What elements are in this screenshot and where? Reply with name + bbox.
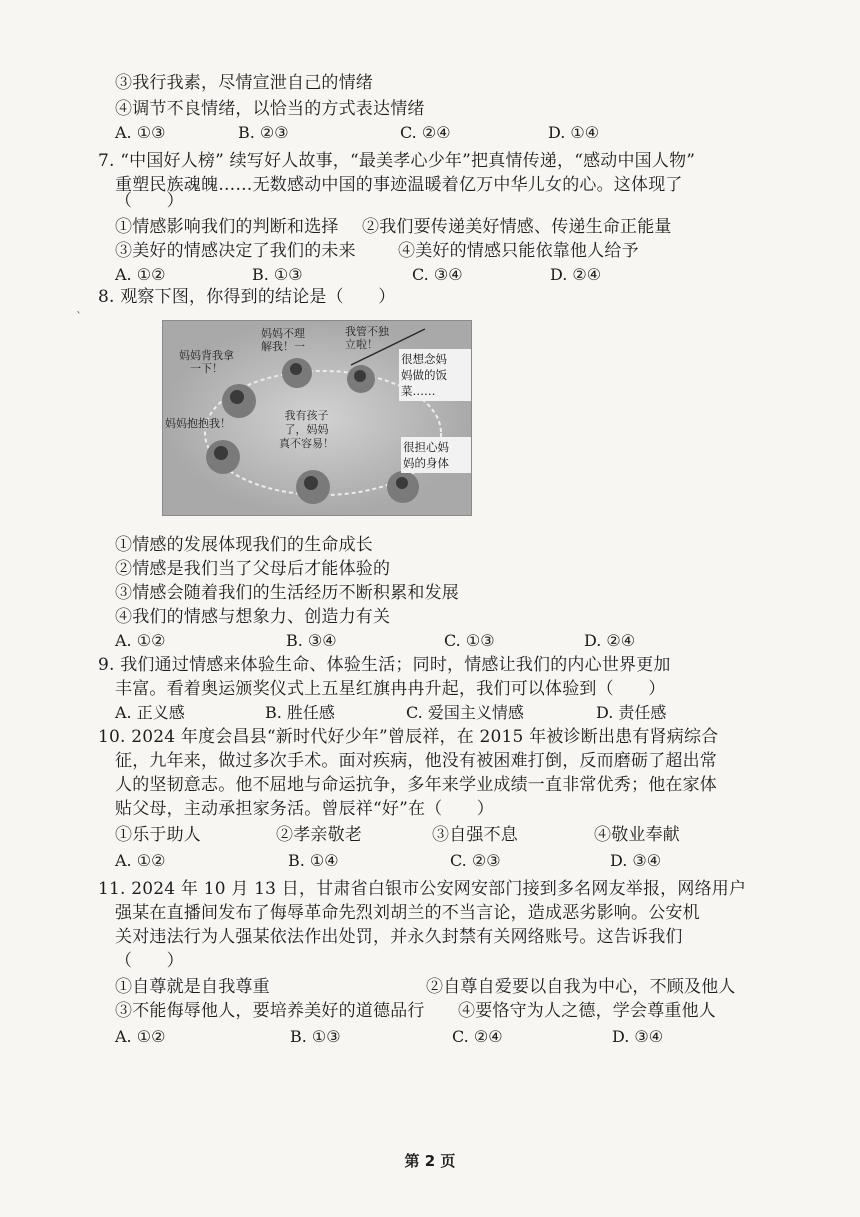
q7-statement-3: ③美好的情感决定了我们的未来 — [115, 241, 356, 261]
bubble-4: 很想念妈 妈做的饭 菜…… — [399, 349, 472, 401]
prev-statement-3: ③我行我素，尽情宣泄自己的情绪 — [115, 73, 373, 93]
q7-stem-line1: 7. “中国好人榜” 续写好人故事，“最美孝心少年”把真情传递，“感动中国人物” — [98, 151, 696, 171]
q7-statement-2: ②我们要传递美好情感、传递生命正能量 — [362, 217, 672, 237]
q10-statement-1: ①乐于助人 — [115, 825, 201, 845]
q7-option-d: D. ②④ — [550, 265, 602, 284]
bubble-5: 妈妈抱抱我！ — [165, 417, 231, 430]
q10-stem-line3: 人的坚韧意志。他不屈地与命运抗争，多年来学业成绩一直非常优秀；他在家体 — [115, 775, 717, 795]
q8-option-d: D. ②④ — [584, 631, 636, 650]
q11-option-a: A. ①② — [115, 1027, 166, 1046]
q11-statement-4: ④要恪守为人之德，学会尊重他人 — [458, 1001, 716, 1021]
q11-stem-line3: 关对违法行为人强某依法作出处罚，并永久封禁有关网络账号。这告诉我们 — [115, 927, 683, 947]
bubble-7: 很担心妈 妈的身体 — [401, 437, 472, 473]
q10-stem-line1: 10. 2024 年度会昌县“新时代好少年”曾辰祥，在 2015 年被诊断出患有肾病综合 — [98, 727, 719, 747]
bubble-2: 妈妈不理 解我！一 — [261, 327, 305, 353]
q8-cartoon-figure — [162, 320, 472, 516]
q10-option-d: D. ③④ — [610, 851, 662, 870]
q11-statement-1: ①自尊就是自我尊重 — [115, 977, 270, 997]
q7-answer-paren: （ ） — [115, 191, 184, 211]
q11-option-b: B. ①③ — [290, 1027, 341, 1046]
prev-statement-4: ④调节不良情绪，以恰当的方式表达情绪 — [115, 99, 425, 119]
q8-statement-1: ①情感的发展体现我们的生命成长 — [115, 535, 373, 555]
q7-option-c: C. ③④ — [412, 265, 463, 284]
q7-option-b: B. ①③ — [252, 265, 303, 284]
q10-statement-3: ③自强不息 — [432, 825, 518, 845]
q8-stem: 8. 观察下图，你得到的结论是（ ） — [98, 287, 396, 307]
q11-option-c: C. ②④ — [452, 1027, 503, 1046]
q9-option-a: A. 正义感 — [115, 703, 185, 722]
q11-statement-3: ③不能侮辱他人，要培养美好的道德品行 — [115, 1001, 425, 1021]
bubble-6: 我有孩子 了，妈妈 真不容易！ — [279, 409, 334, 450]
bubble-3: 我管不独 立啦！ — [345, 325, 389, 351]
q10-stem-line2: 征，九年来，做过多次手术。面对疾病，他没有被困难打倒，反而磨砺了超出常 — [115, 751, 717, 771]
prev-option-a: A. ①③ — [115, 123, 166, 142]
q11-stem-line2: 强某在直播间发布了侮辱革命先烈刘胡兰的不当言论，造成恶劣影响。公安机 — [115, 903, 700, 923]
q8-option-b: B. ③④ — [286, 631, 337, 650]
q9-stem-line2: 丰富。看着奥运颁奖仪式上五星红旗冉冉升起，我们可以体验到（ ） — [115, 679, 666, 699]
q10-option-c: C. ②③ — [450, 851, 501, 870]
prev-option-b: B. ②③ — [238, 123, 289, 142]
page-number: 第 2 页 — [404, 1152, 456, 1170]
q9-option-c: C. 爱国主义情感 — [406, 703, 524, 722]
q8-statement-3: ③情感会随着我们的生活经历不断积累和发展 — [115, 583, 459, 603]
q11-option-d: D. ③④ — [612, 1027, 664, 1046]
scan-mark: ` — [76, 310, 82, 324]
q7-option-a: A. ①② — [115, 265, 166, 284]
q8-option-a: A. ①② — [115, 631, 166, 650]
q11-answer-paren: （ ） — [115, 951, 184, 971]
q11-statement-2: ②自尊自爱要以自我为中心，不顾及他人 — [426, 977, 736, 997]
prev-option-d: D. ①④ — [548, 123, 600, 142]
q8-option-c: C. ①③ — [444, 631, 495, 650]
q8-statement-2: ②情感是我们当了父母后才能体验的 — [115, 559, 391, 579]
q10-option-a: A. ①② — [115, 851, 166, 870]
q11-stem-line1: 11. 2024 年 10 月 13 日，甘肃省白银市公安网安部门接到多名网友举报，网络用户 — [98, 879, 747, 899]
q7-statement-4: ④美好的情感只能依靠他人给予 — [398, 241, 639, 261]
q9-option-d: D. 责任感 — [596, 703, 667, 722]
q7-statement-1: ①情感影响我们的判断和选择 — [115, 217, 339, 237]
bubble-1: 妈妈背我拿 一下！ — [179, 349, 234, 375]
q9-option-b: B. 胜任感 — [265, 703, 335, 722]
q7-stem-line2: 重塑民族魂魄……无数感动中国的事迹温暖着亿万中华儿女的心。这体现了 — [115, 175, 683, 195]
q10-statement-2: ②孝亲敬老 — [276, 825, 362, 845]
q10-statement-4: ④敬业奉献 — [594, 825, 680, 845]
q8-statement-4: ④我们的情感与想象力、创造力有关 — [115, 607, 391, 627]
q9-stem-line1: 9. 我们通过情感来体验生命、体验生活；同时，情感让我们的内心世界更加 — [98, 655, 671, 675]
q10-option-b: B. ①④ — [288, 851, 339, 870]
prev-option-c: C. ②④ — [400, 123, 451, 142]
q10-stem-line4: 贴父母，主动承担家务活。曾辰祥“好”在（ ） — [115, 799, 494, 819]
